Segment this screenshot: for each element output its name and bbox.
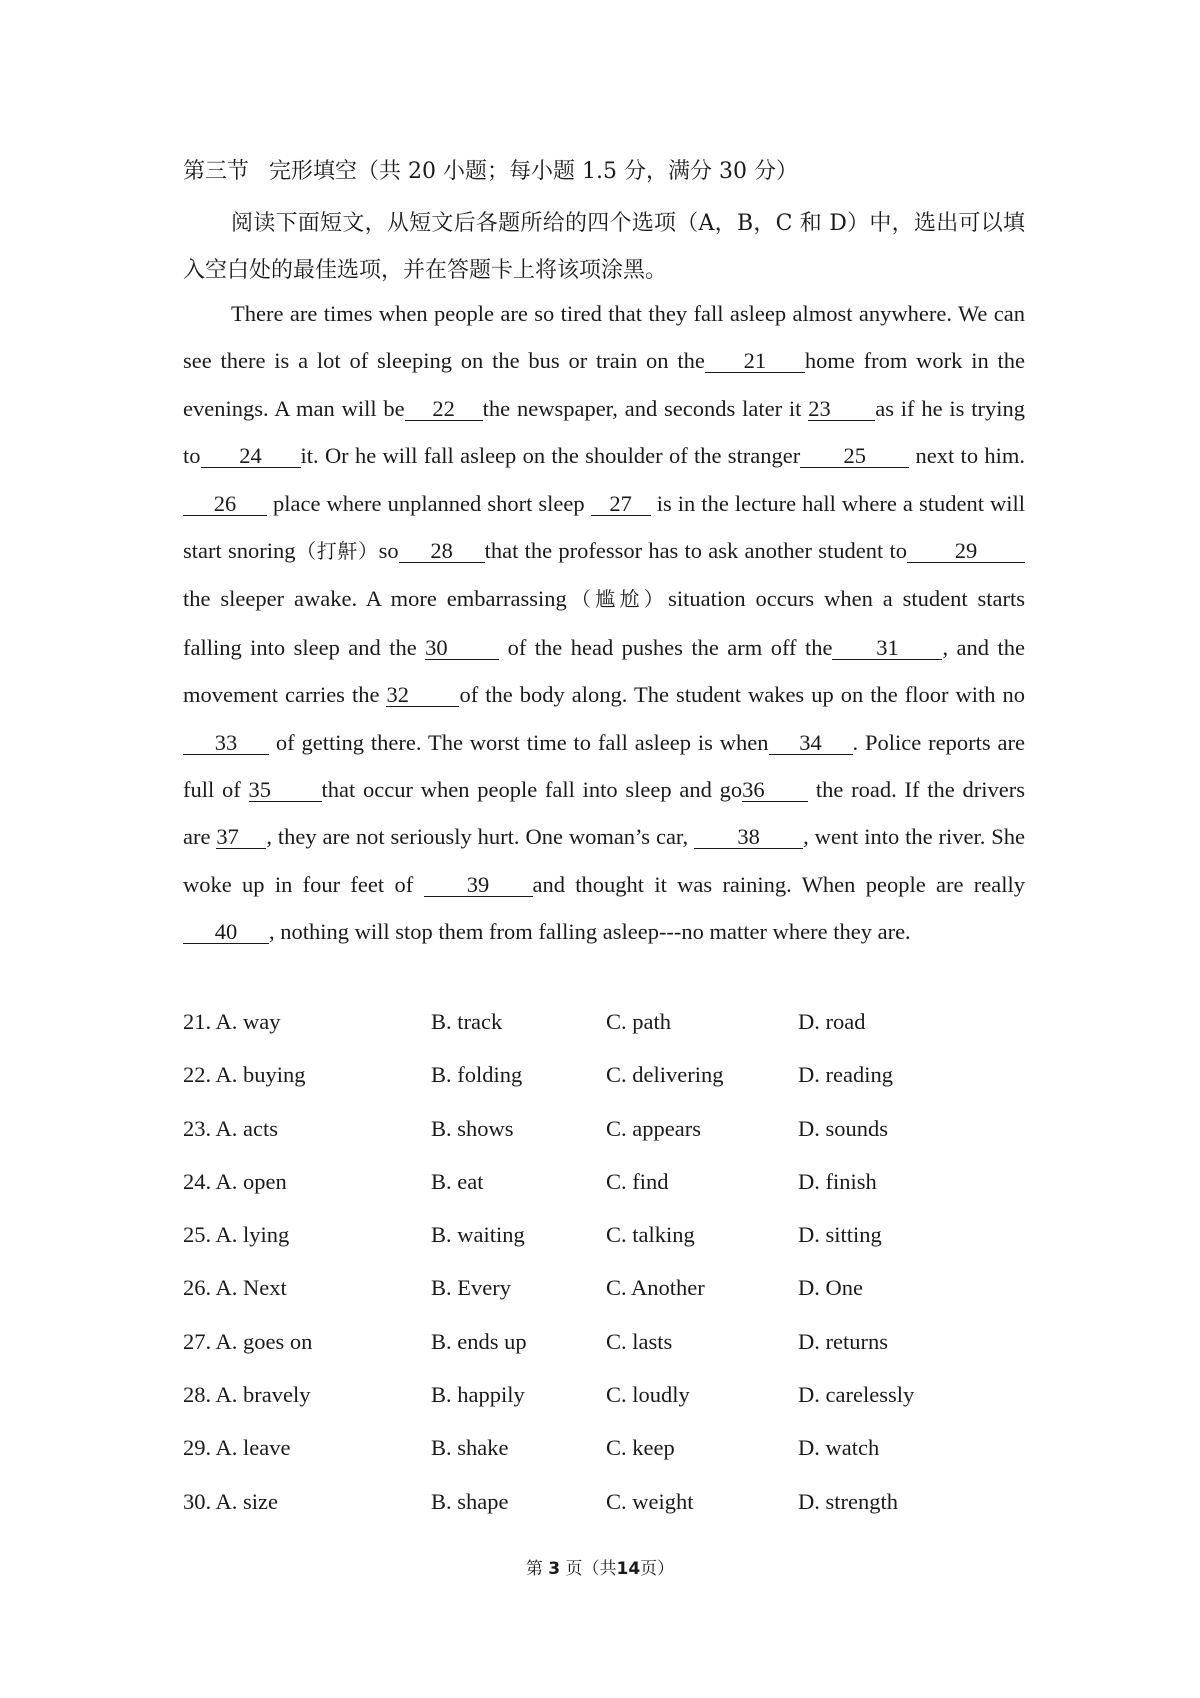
passage-text: the road. If the drivers are <box>183 777 1025 850</box>
passage-gloss: （尴尬） <box>566 587 669 612</box>
option-b: B. waiting <box>431 1222 525 1248</box>
blank-25: 25 <box>800 445 909 468</box>
blank-39: 39 <box>424 874 533 897</box>
option-d: D. watch <box>798 1435 880 1461</box>
option-d: D. One <box>798 1275 863 1301</box>
option-b: B. Every <box>431 1275 511 1301</box>
passage-text: , they are not seriously hurt. One woman’s car, <box>266 824 695 850</box>
answer-options <box>183 1007 1025 1540</box>
option-d: D. road <box>798 1009 866 1034</box>
passage-text: the newspaper, and seconds later it <box>482 395 809 421</box>
blank-22: 22 <box>405 398 483 421</box>
blank-30: 30 <box>425 637 499 660</box>
option-a: 26. A. Next <box>183 1275 287 1301</box>
question-row <box>183 1220 1025 1273</box>
blank-24: 24 <box>201 445 301 468</box>
passage-text: situation occurs when a student starts falling into sleep and the <box>183 586 1025 660</box>
option-c: C. Another <box>606 1275 705 1301</box>
option-a: 29. A. leave <box>183 1435 291 1461</box>
option-b: B. eat <box>431 1168 484 1194</box>
passage-text: home from work in the evenings. A man will be <box>183 348 1025 421</box>
passage-text: . Police reports are full of <box>183 729 1025 803</box>
question-row <box>183 1167 1025 1220</box>
blank-28: 28 <box>399 540 485 563</box>
option-c: C. talking <box>606 1222 695 1248</box>
page-number: 3 <box>548 1559 561 1579</box>
passage-paragraph <box>183 290 1025 956</box>
section-number: 第三节 <box>183 159 250 184</box>
option-b: B. folding <box>431 1062 523 1088</box>
option-b: B. shake <box>431 1435 509 1461</box>
passage-text: so <box>378 538 399 564</box>
option-d: D. returns <box>798 1328 888 1354</box>
passage-text: of getting there. The worst time to fall asleep is when <box>269 729 769 755</box>
option-c: C. weight <box>606 1488 694 1514</box>
passage-text: that the professor has to ask another student to <box>484 538 908 564</box>
passage-text: that occur when people fall into sleep and go <box>321 777 743 803</box>
passage-text: , nothing will stop them from falling asleep---no matter where they are. <box>269 919 911 945</box>
blank-36: 36 <box>742 779 808 802</box>
question-row <box>183 1327 1025 1380</box>
blank-35: 35 <box>249 779 322 802</box>
option-d: D. sitting <box>798 1222 882 1248</box>
passage-text: it. Or he will fall asleep on the shoulder of the stranger <box>300 443 801 469</box>
question-row <box>183 1114 1025 1167</box>
option-a: 22. A. buying <box>183 1062 306 1088</box>
option-c: C. path <box>606 1009 671 1034</box>
blank-27: 27 <box>591 493 651 516</box>
option-b: B. ends up <box>431 1328 527 1354</box>
question-row <box>183 1007 1025 1060</box>
blank-23: 23 <box>808 398 875 421</box>
passage-text: and thought it was raining. When people are really <box>532 871 1025 897</box>
section-heading <box>183 157 798 187</box>
option-a: 25. A. lying <box>183 1222 290 1248</box>
option-c: C. lasts <box>606 1328 673 1354</box>
section-title: 完形填空（共 20 小题；每小题 1.5 分，满分 30 分） <box>269 159 798 184</box>
passage-text: of the head pushes the arm off the <box>499 634 833 660</box>
question-row <box>183 1060 1025 1113</box>
question-row <box>183 1433 1025 1486</box>
passage-text: place where unplanned short sleep <box>267 490 591 516</box>
blank-34: 34 <box>769 732 853 755</box>
blank-40: 40 <box>183 921 269 944</box>
option-a: 24. A. open <box>183 1168 287 1194</box>
option-d: D. reading <box>798 1062 893 1088</box>
option-b: B. shows <box>431 1115 514 1141</box>
blank-29: 29 <box>907 540 1025 563</box>
passage-text: There are times when people are so tired that they fall asleep almost anywhere. We can see there is a lot of sleeping on the bus or train on the <box>183 301 1025 374</box>
option-a: 28. A. bravely <box>183 1382 311 1408</box>
option-b: B. happily <box>431 1382 525 1408</box>
option-d: D. sounds <box>798 1115 889 1141</box>
footer-text: 页） <box>640 1559 675 1579</box>
option-a: 30. A. size <box>183 1488 278 1514</box>
page-footer <box>0 1557 1200 1581</box>
option-d: D. carelessly <box>798 1382 915 1408</box>
option-a: 21. A. way <box>183 1009 281 1034</box>
instructions: 阅读下面短文，从短文后各题所给的四个选项（A，B，C 和 D）中，选出可以填入空白处的最佳选项，并在答题卡上将该项涂黑。 <box>183 211 1025 283</box>
blank-31: 31 <box>832 637 942 660</box>
option-c: C. delivering <box>606 1062 724 1088</box>
option-a: 23. A. acts <box>183 1115 278 1141</box>
blank-37: 37 <box>216 826 266 849</box>
passage-text: , went into the river. She woke up in four feet of <box>183 824 1026 897</box>
passage-text: of the body along. The student wakes up on the floor with no <box>459 682 1025 708</box>
option-c: C. keep <box>606 1435 675 1461</box>
passage-text: is in the lecture hall where a student will start snoring <box>183 490 1025 564</box>
question-row <box>183 1487 1025 1540</box>
question-row <box>183 1273 1025 1326</box>
blank-32: 32 <box>386 684 459 707</box>
passage-text: the sleeper awake. A more embarrassing <box>183 586 567 612</box>
option-b: B. track <box>431 1009 503 1034</box>
option-c: C. find <box>606 1168 669 1194</box>
blank-26: 26 <box>183 493 267 516</box>
passage-text: , and the movement carries the <box>183 634 1025 708</box>
option-b: B. shape <box>431 1488 509 1514</box>
blank-38: 38 <box>694 826 803 849</box>
option-d: D. strength <box>798 1488 898 1514</box>
passage-text: as if he is trying to <box>183 395 1025 469</box>
option-c: C. appears <box>606 1115 701 1141</box>
passage-text: next to him. <box>909 443 1025 469</box>
total-pages: 14 <box>616 1559 641 1579</box>
cloze-passage <box>183 290 1025 956</box>
footer-text: 页（共 <box>565 1559 617 1579</box>
blank-21: 21 <box>705 350 805 373</box>
blank-33: 33 <box>183 732 269 755</box>
passage-gloss: （打鼾） <box>295 539 379 564</box>
question-row <box>183 1380 1025 1433</box>
footer-text: 第 <box>525 1559 543 1579</box>
option-d: D. finish <box>798 1168 877 1194</box>
option-c: C. loudly <box>606 1382 690 1408</box>
option-a: 27. A. goes on <box>183 1328 313 1354</box>
